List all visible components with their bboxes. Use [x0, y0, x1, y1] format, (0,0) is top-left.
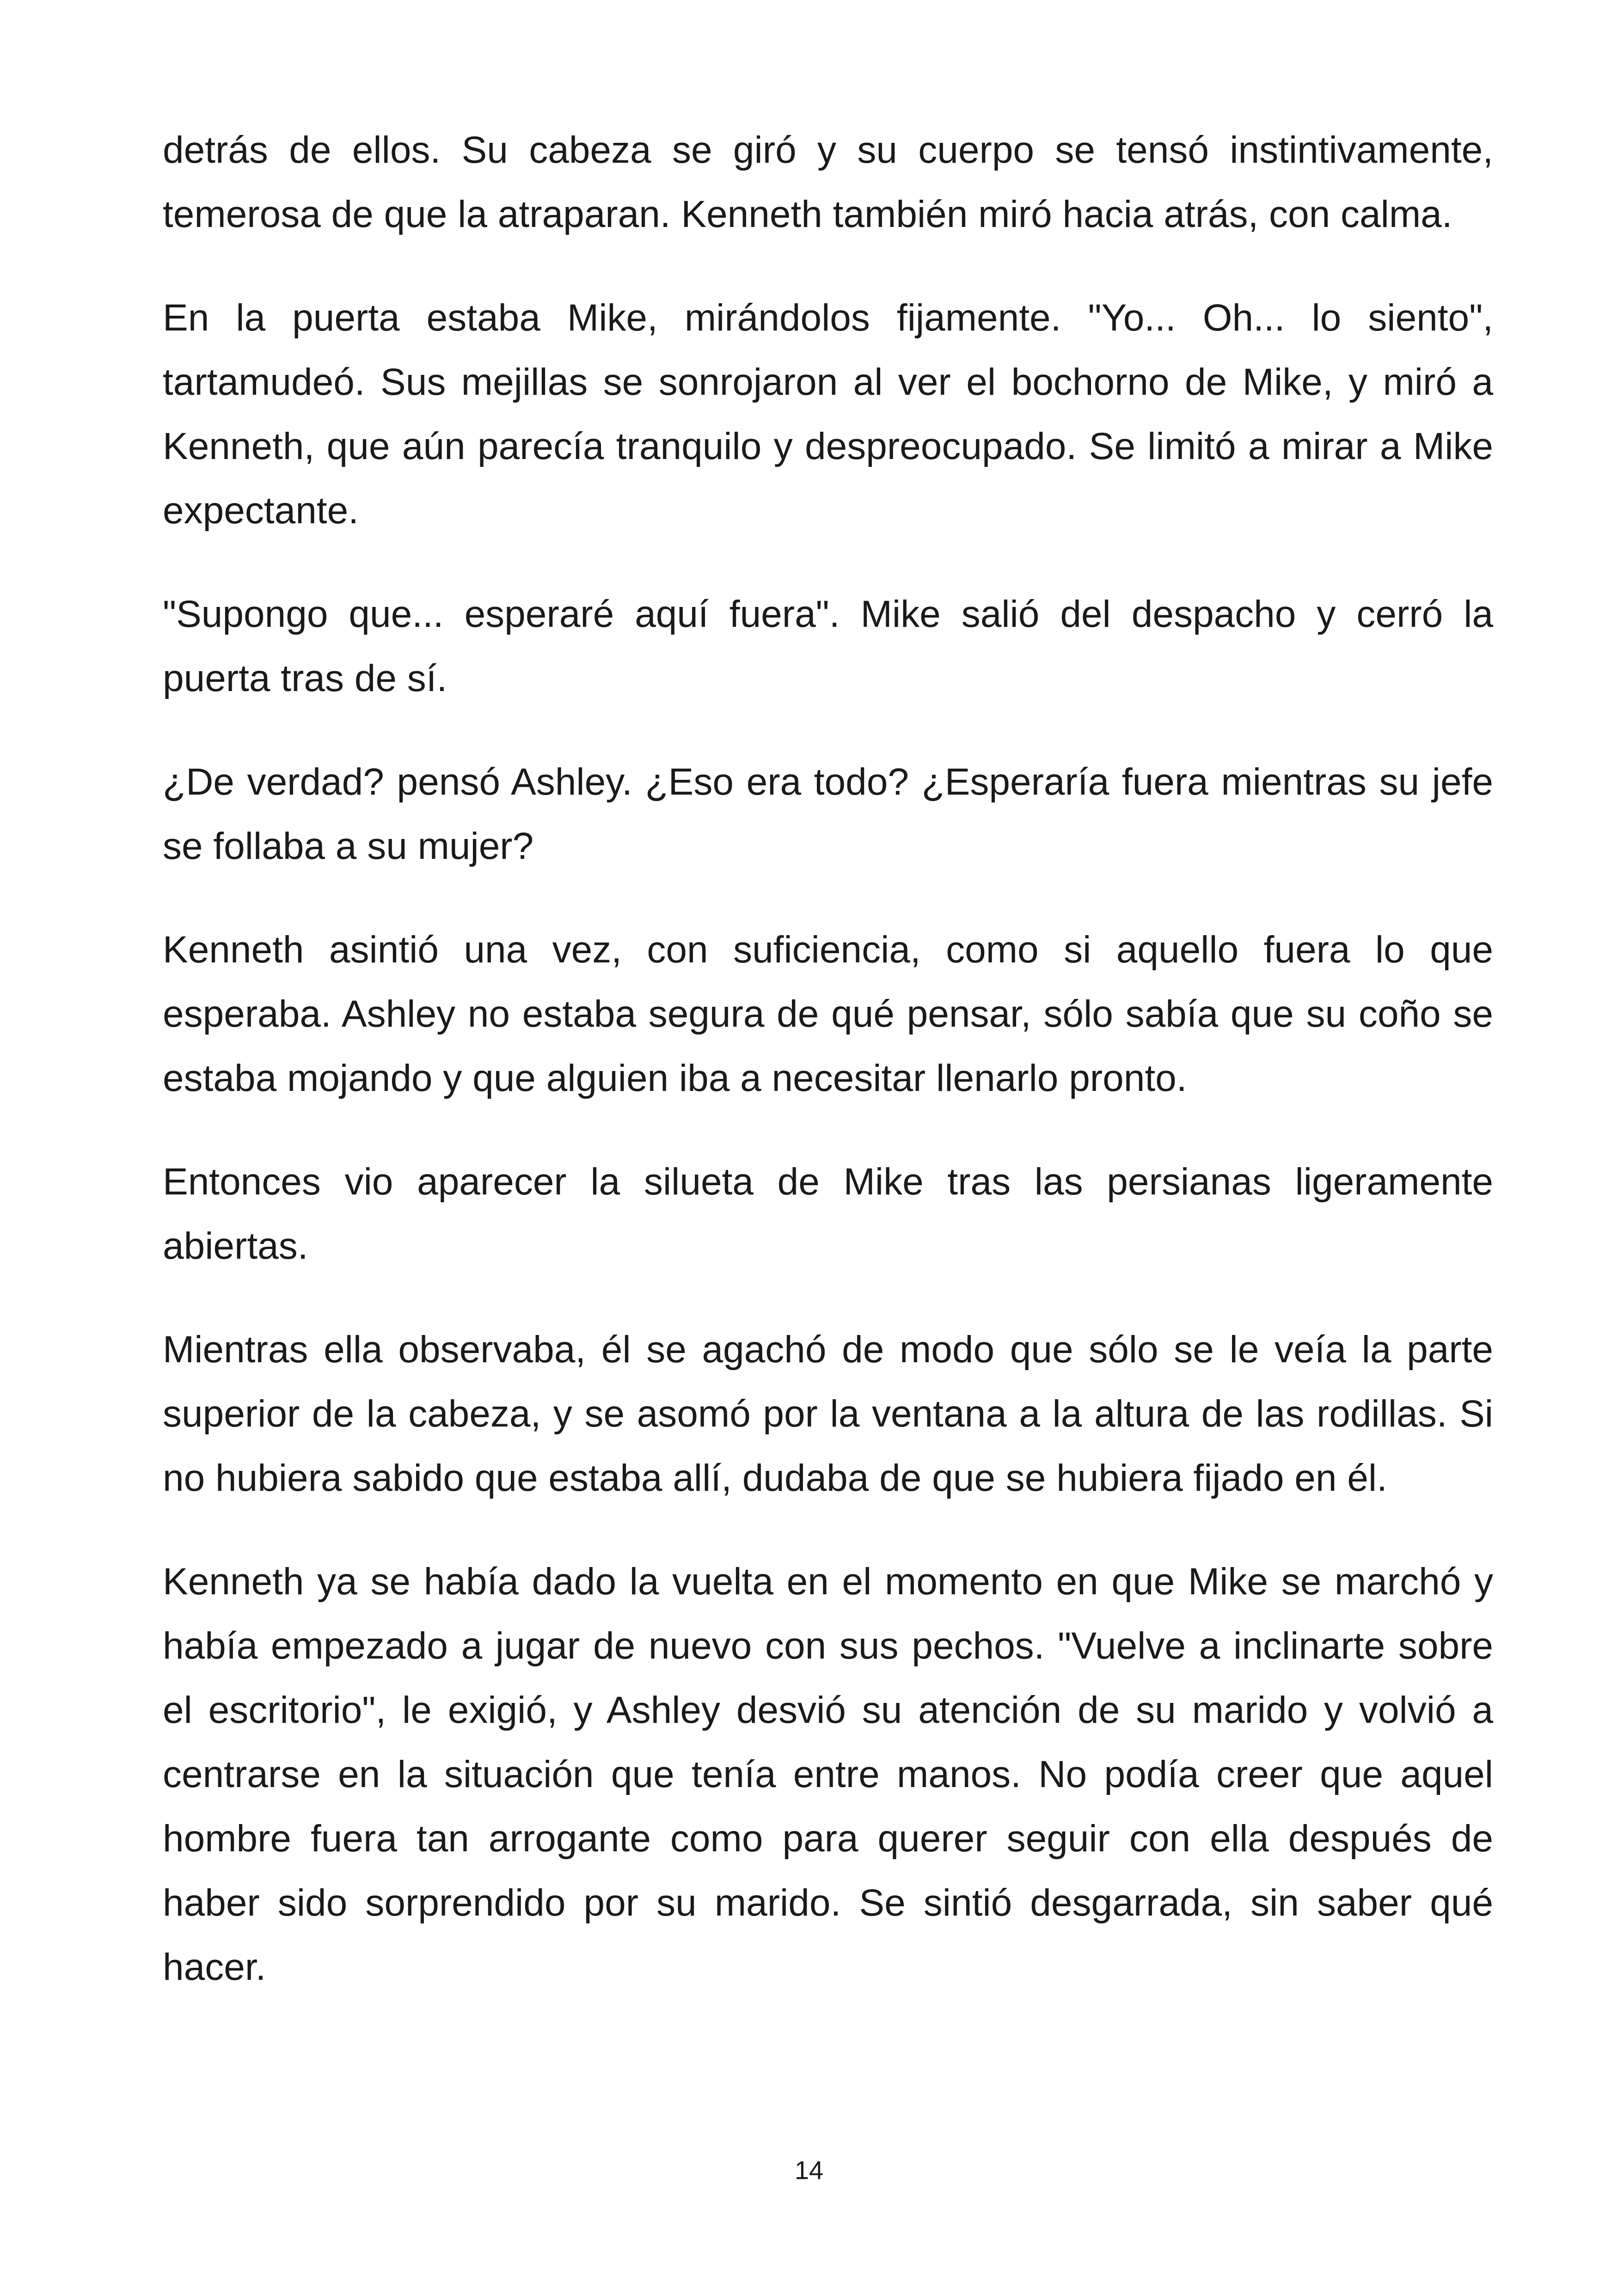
paragraph-3: "Supongo que... esperaré aquí fuera". Mike salió del despacho y cerró la puerta tras de sí.	[163, 593, 1493, 699]
paragraph-2: En la puerta estaba Mike, mirándolos fijamente. "Yo... Oh... lo siento", tartamudeó. Sus mejillas se sonrojaron al ver el bochorno de Mike, y miró a Kenneth, que aún parecía tranquilo y despreocupado. Se limitó a mirar a Mike expectante.	[163, 297, 1493, 532]
body-text	[163, 118, 1493, 2039]
paragraph-6: Entonces vio aparecer la silueta de Mike tras las persianas ligeramente abiertas.	[163, 1161, 1493, 1267]
paragraph-7: Mientras ella observaba, él se agachó de modo que sólo se le veía la parte superior de la cabeza, y se asomó por la ventana a la altura de las rodillas. Si no hubiera sabido que estaba allí, dudaba de que se hubiera fijado en él.	[163, 1329, 1493, 1499]
paragraph-4: ¿De verdad? pensó Ashley. ¿Eso era todo? ¿Esperaría fuera mientras su jefe se follaba a su mujer?	[163, 761, 1493, 867]
paragraph-1: detrás de ellos. Su cabeza se giró y su cuerpo se tensó instintivamente, temerosa de que la atraparan. Kenneth también miró hacia atrás, con calma.	[163, 129, 1493, 235]
page-number: 14	[794, 2155, 824, 2185]
paragraph-5: Kenneth asintió una vez, con suficiencia, como si aquello fuera lo que esperaba. Ashley no estaba segura de qué pensar, sólo sabía que su coño se estaba mojando y que alguien iba a necesitar llenarlo pronto.	[163, 929, 1493, 1099]
paragraph-8: Kenneth ya se había dado la vuelta en el momento en que Mike se marchó y había empezado a jugar de nuevo con sus pechos. "Vuelve a inclinarte sobre el escritorio", le exigió, y Ashley desvió su atención de su marido y volvió a centrarse en la situación que tenía entre manos. No podía creer que aquel hombre fuera tan arrogante como para querer seguir con ella después de haber sido sorprendido por su marido. Se sintió desgarrada, sin saber qué hacer.	[163, 1561, 1493, 1988]
